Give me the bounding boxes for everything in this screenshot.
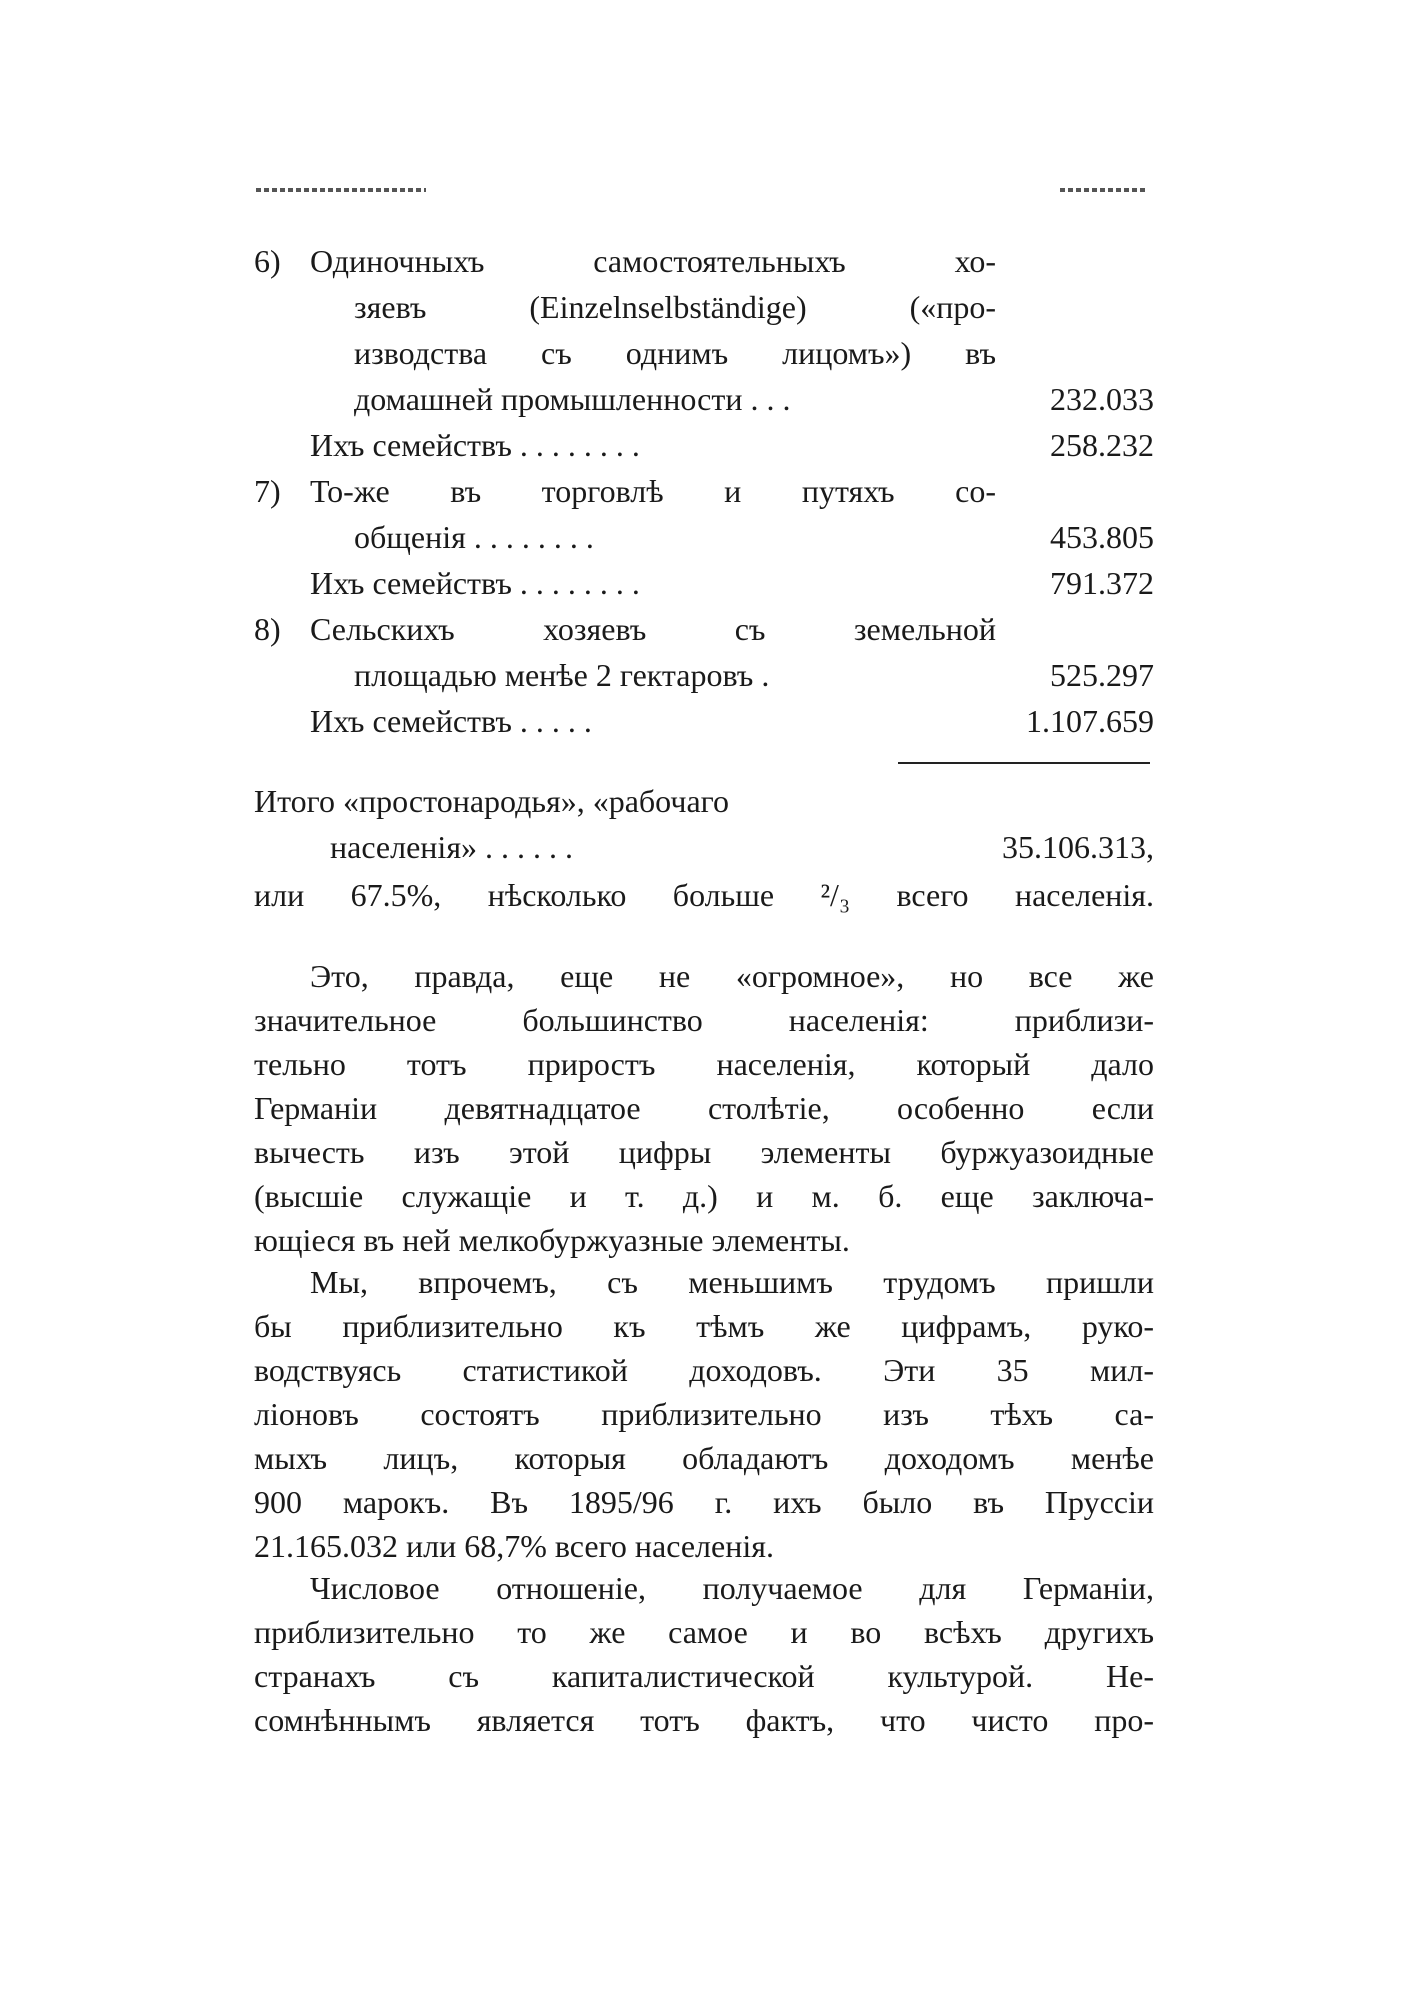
row-value: 1.107.659 — [1026, 703, 1154, 739]
row-label-line: То-же въ торговлѣ и путяхъ со- — [310, 473, 996, 509]
paragraph-line: ліоновъ состоятъ приблизительно изъ тѣхъ са- — [254, 1396, 1154, 1432]
row-value: 791.372 — [1050, 565, 1154, 601]
total-line — [254, 778, 1154, 824]
table-row-continuation — [254, 514, 1154, 560]
paragraph-line: мыхъ лицъ, которыя обладаютъ доходомъ менѣе — [254, 1440, 1154, 1476]
row-value: 453.805 — [1050, 519, 1154, 555]
paragraph-line: 21.165.032 или 68,7% всего населенія. — [254, 1528, 774, 1564]
paragraph-line: вычесть изъ этой цифры элементы буржуазоидные — [254, 1134, 1154, 1170]
row-label-line: зяевъ (Einzelnselbständige) («про- — [354, 289, 996, 325]
header-rule-left — [256, 188, 426, 192]
summary-line: или 67.5%, нѣсколько больше ²/₃ всего населенія. — [254, 877, 1154, 913]
table-row — [254, 698, 1154, 744]
paragraph-line: сомнѣннымъ является тотъ фактъ, что чисто про- — [254, 1702, 1154, 1738]
table-row — [254, 238, 1154, 284]
row-value: 258.232 — [1050, 427, 1154, 463]
row-label-line: Сельскихъ хозяевъ съ земельной — [310, 611, 996, 647]
row-label-line: Одиночныхъ самостоятельныхъ хо- — [310, 243, 996, 279]
paragraph-line: Числовое отношеніе, получаемое для Германіи, — [310, 1570, 1154, 1606]
row-label-line: домашней промышленности . . . — [354, 381, 791, 417]
table-row — [254, 606, 1154, 652]
table-row-continuation — [254, 330, 1154, 376]
paragraph-line: 900 марокъ. Въ 1895/96 г. ихъ было въ Пруссіи — [254, 1484, 1154, 1520]
header-rule-right — [1060, 188, 1148, 192]
paragraph-line: (высшіе служащіе и т. д.) и м. б. еще заключа- — [254, 1178, 1154, 1214]
paragraph-line: ющіеся въ ней мелкобуржуазные элементы. — [254, 1222, 850, 1258]
row-label-line: изводства съ однимъ лицомъ») въ — [354, 335, 996, 371]
total-value: 35.106.313, — [1002, 829, 1154, 865]
row-label-line: Ихъ семействъ . . . . . . . . — [310, 565, 640, 601]
table-row — [254, 422, 1154, 468]
row-label-line: Ихъ семействъ . . . . . . . . — [310, 427, 640, 463]
total-label-line: Итого «простонародья», «рабочаго — [254, 783, 729, 819]
paragraph-line: Это, правда, еще не «огромное», но все же — [310, 958, 1154, 994]
row-label-line: общенія . . . . . . . . — [354, 519, 594, 555]
statistics-table — [254, 238, 1154, 744]
table-row-continuation — [254, 284, 1154, 330]
paragraph-line: Мы, впрочемъ, съ меньшимъ трудомъ пришли — [310, 1264, 1154, 1300]
table-row — [254, 560, 1154, 606]
row-value: 525.297 — [1050, 657, 1154, 693]
total-line — [254, 824, 1154, 870]
paragraph-line: Германіи девятнадцатое столѣтіе, особенно если — [254, 1090, 1154, 1126]
row-value: 232.033 — [1050, 381, 1154, 417]
paragraph — [254, 1566, 1154, 1742]
row-label-line: Ихъ семействъ . . . . . — [310, 703, 592, 739]
paragraph-line: тельно тотъ приростъ населенія, который дало — [254, 1046, 1154, 1082]
table-row-continuation — [254, 652, 1154, 698]
paragraph-line: странахъ съ капиталистической культурой. Не- — [254, 1658, 1154, 1694]
paragraph-line: значительное большинство населенія: приблизи- — [254, 1002, 1154, 1038]
total-rule — [898, 762, 1150, 764]
total-block — [254, 778, 1154, 870]
paragraph-line: приблизительно то же самое и во всѣхъ другихъ — [254, 1614, 1154, 1650]
total-label-line: населенія» . . . . . . — [330, 829, 574, 865]
paragraph — [254, 954, 1154, 1262]
row-label-line: площадью менѣе 2 гектаровъ . — [354, 657, 770, 693]
row-number: 8) — [254, 611, 281, 647]
row-number: 7) — [254, 473, 281, 509]
table-row-continuation — [254, 376, 1154, 422]
row-number: 6) — [254, 243, 281, 279]
table-row — [254, 468, 1154, 514]
paragraph-line: бы приблизительно къ тѣмъ же цифрамъ, руко- — [254, 1308, 1154, 1344]
paragraph — [254, 1260, 1154, 1568]
paragraph-line: водствуясь статистикой доходовъ. Эти 35 мил- — [254, 1352, 1154, 1388]
